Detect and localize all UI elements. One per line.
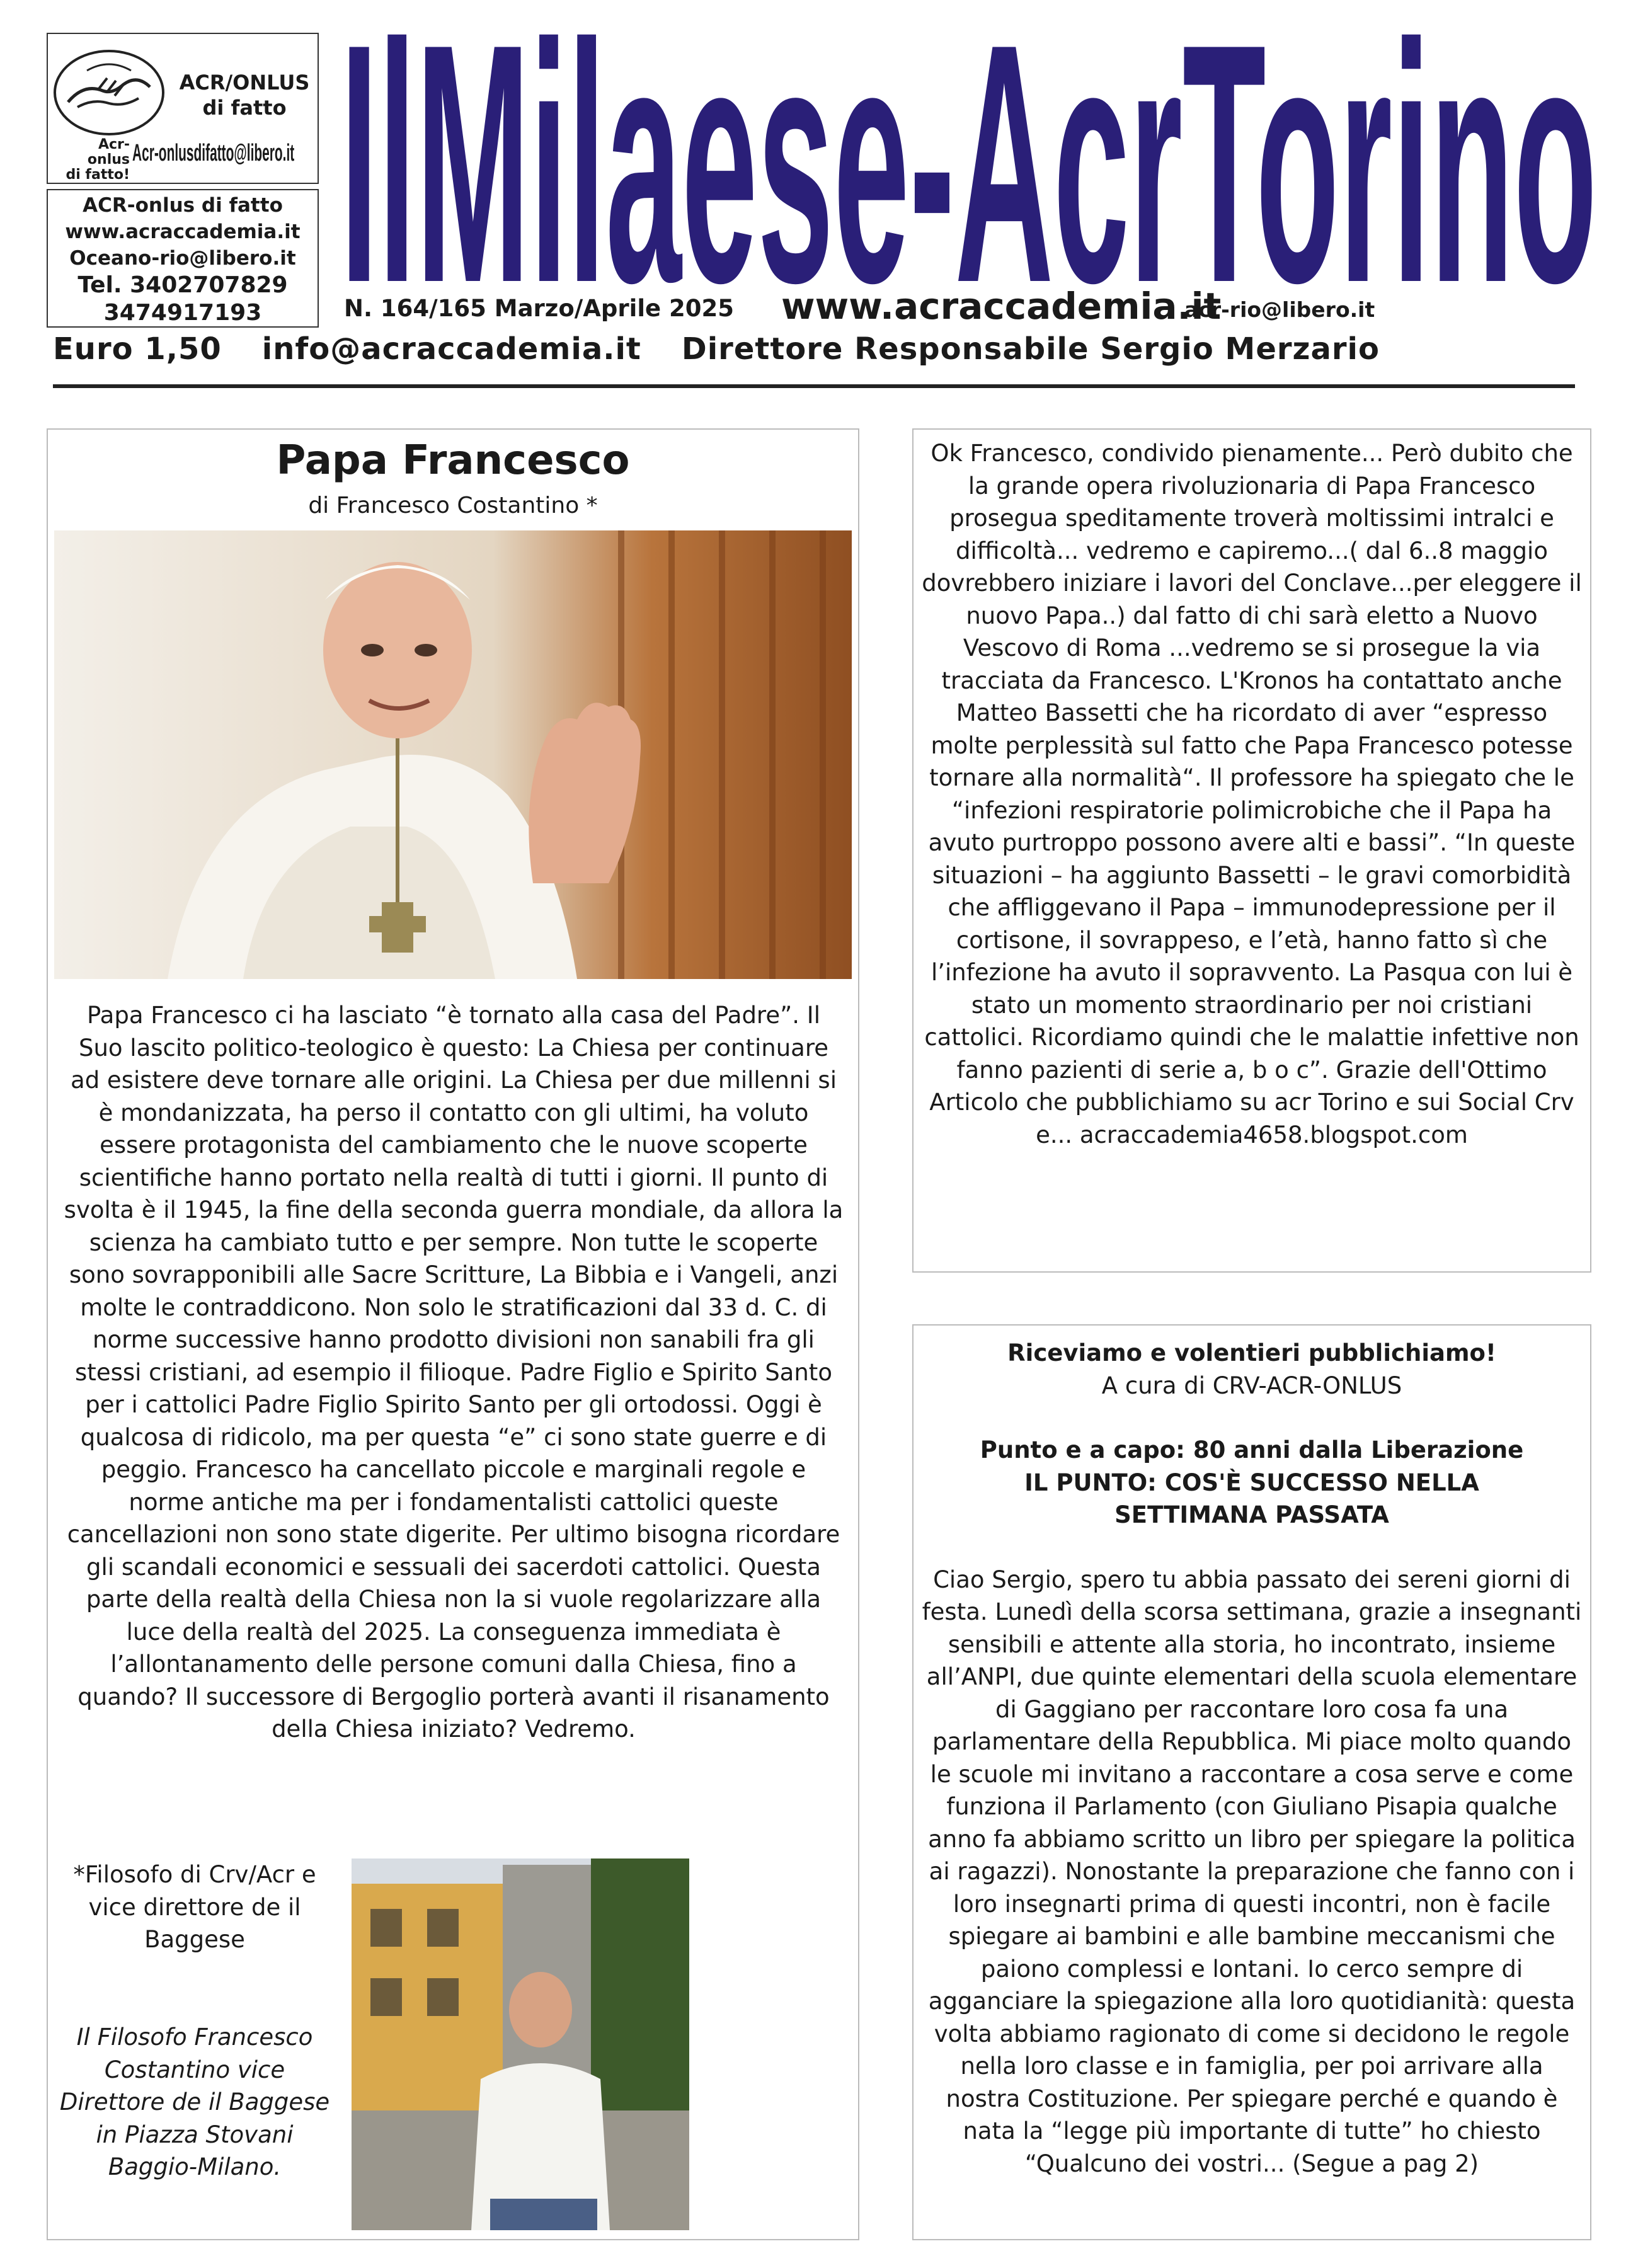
kicker: Riceviamo e volentieri pubblichiamo! [1007, 1339, 1496, 1366]
logo-small-line1: Acr-onlus [87, 137, 130, 168]
contact-email: Oceano-rio@libero.it [69, 247, 296, 270]
info-email[interactable]: info@acraccademia.it [261, 331, 641, 367]
contact-phone-2: 3474917193 [103, 300, 262, 326]
author-photo [352, 1858, 689, 2230]
logo-small-text [60, 137, 130, 183]
price: Euro 1,50 [53, 331, 222, 367]
logo-title-line1: ACR/ONLUS [179, 71, 310, 94]
director: Direttore Responsabile Sergio Merzario [681, 331, 1380, 367]
right-top-body: Ok Francesco, condivido pienamente... Però dubito che la grande opera rivoluzionaria di Papa Francesco prosegua speditamente troverà moltissimi intralci e difficoltà... vedremo e capiremo...( dal 6..8 maggio dovrebbero iniziare i lavori del Conclave...per eleggere il nuovo Papa..) dal fatto di chi sarà eletto a Nuovo Vescovo di Roma ...vedremo se si prosegue la via tracciata da Francesco. L'Kronos ha contattato anche Matteo Bassetti che ha ricordato di aver “espresso molte perplessità sul fatto che Papa Francesco potesse tornare alla normalità“. Il professore ha spiegato che le “infezioni respiratorie polimicrobiche che il Papa ha avuto purtroppo possono avere alti e bassi”. “In queste situazioni – ha aggiunto Bassetti – le gravi comorbidità che affliggevano il Papa – immunodepressione per il cortisone, il sovrappeso, e l’età, hanno fatto sì che l’infezione ha avuto il sopravvento. La Pasqua con lui è stato un momento straordinario per noi cristiani cattolici. Ricordiamo quindi che le malattie infettive non fanno pazienti di serie a, b o c”. Grazie dell'Ottimo Articolo che pubblichiamo su acr Torino e sui Social Crv e... acraccademia4658.blogspot.com [922, 440, 1582, 1148]
right-bottom-body: Ciao Sergio, spero tu abbia passato dei sereni giorni di festa. Lunedì della scorsa settimana, grazie a insegnanti sensibili e attente alla storia, ho incontrato, insieme all’ANPI, due quinte elementari della scuola elementare di Gaggiano per raccontare loro cosa fa una parlamentare della Repubblica. Mi piace molto quando le scuole mi invitano a raccontare a cosa serve e come funziona il Parlamento (con Giuliano Pisapia qualche anno fa abbiamo scritto un libro per spiegare la politica ai ragazzi). Nonostante la preparazione che fanno con i loro insegnarti prima di questi incontri, non è facile spiegare ai bambini e alle bambine meccanismi che paiono complessi e lontani. Io cerco sempre di agganciare la spiegazione alla loro quotidianità: questa volta abbiamo ragionato di come si decidono le regole nella loro classe e in famiglia, per poi arrivare alla nostra Costituzione. Per spiegare perché e quando è nata la “legge più importante di tutte” ho chiesto “Qualcuno dei vostri... (Segue a pag 2) [922, 1566, 1582, 2177]
issue-number: N. 164/165 Marzo/Aprile 2025 [344, 295, 734, 322]
masthead-title [340, 28, 1600, 292]
contact-website: www.acraccademia.it [65, 220, 301, 243]
spacer [920, 1402, 1584, 1434]
issue-email[interactable]: acr-rio@libero.it [1184, 297, 1375, 322]
masthead-rule [53, 384, 1575, 388]
logo-title-line2: di fatto [202, 96, 287, 120]
masthead-title-text: IlMilaese-AcrTorino [340, 28, 1597, 292]
pope-photo [54, 530, 852, 979]
logo-email: Acr-onlusdifatto@libero.it [132, 140, 295, 166]
article-body-text: Papa Francesco ci ha lasciato “è tornato alla casa del Padre”. Il Suo lascito politico-teologico è questo: La Chiesa per continuare ad esistere deve tornare alle origini. La Chiesa per due millenni si è mondanizzata, ha perso il contatto con gli ultimi, ha voluto essere protagonista del cambiamento che le nuove scoperte scientifiche hanno portato nella realtà di tutti i giorni. Il punto di svolta è il 1945, la fine della seconda guerra mondiale, da allora la scienza ha cambiato tutto e per sempre. Non tutte le scoperte sono sovrapponibili alle Sacre Scritture, La Bibbia e i Vangeli, anzi molte le contraddicono. Non solo le stratificazioni dal 33 d. C. di norme successive hanno prodotto divisioni non sanabili fra gli stessi cristiani, ad esempio il filioque. Padre Figlio e Spirito Santo per i cattolici Padre Figlio Spirito Santo per gli ortodossi. Oggi è qualcosa di ridicolo, ma per questa “e” ci sono state guerre e di peggio. Francesco ha cancellato piccole e marginali regole e norme antiche ma per i fondamentalisti cattolici queste cancellazioni non sono state digerite. Per ultimo bisogna ricordare gli scandali economici e sessuali dei sacerdoti cattolici. Questa parte della realtà della Chiesa non la si vuole regolarizzare alla luce della realtà del 2025. La conseguenza immediata è l’allontanamento delle persone comuni dalla Chiesa, fino a quando? Il successore di Bergoglio porterà avanti il risanamento della Chiesa iniziato? Vedremo. [64, 1002, 844, 1743]
credit: A cura di CRV-ACR-ONLUS [1101, 1372, 1402, 1399]
article-body [63, 999, 844, 1746]
headline-1: Punto e a capo: 80 anni dalla Liberazione [980, 1436, 1524, 1463]
right-top-article [920, 437, 1584, 1151]
info-line [53, 331, 1420, 367]
logo-small-line2: di fatto! [66, 167, 130, 183]
right-bottom-article [920, 1337, 1584, 2180]
website-link[interactable]: www.acraccademia.it [781, 285, 1222, 328]
contact-phone-1: Tel. 3402707829 [77, 272, 288, 298]
author-footnote: *Filosofo di Crv/Acr e vice direttore de il Baggese [73, 1861, 316, 1953]
article-title: Papa Francesco [276, 437, 630, 484]
handshake-logo-icon [49, 45, 169, 140]
photo-caption: Il Filosofo Francesco Costantino vice Direttore de il Baggese in Piazza Stovani Baggio-Milano. [59, 2024, 330, 2180]
spacer-2 [920, 1532, 1584, 1564]
article-byline: di Francesco Costantino * [308, 493, 598, 518]
contact-org: ACR-onlus di fatto [83, 194, 283, 217]
headline-2: IL PUNTO: COS'È SUCCESSO NELLA SETTIMANA PASSATA [1024, 1469, 1479, 1528]
